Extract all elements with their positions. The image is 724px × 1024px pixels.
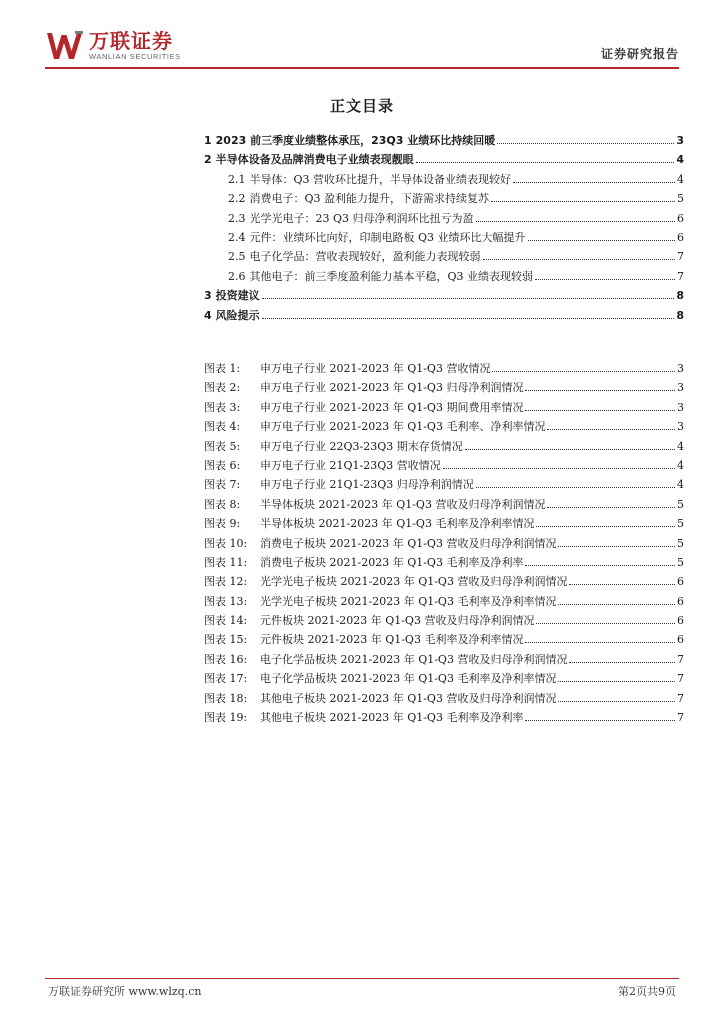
toc-entry-label: 半导体：Q3 营收环比提升，半导体设备业绩表现较好 [249, 172, 512, 186]
company-logo [45, 28, 181, 64]
toc-entry-number: 2.1 [228, 172, 246, 186]
toc-entry-number: 2.3 [228, 211, 246, 225]
toc-leader-dots [262, 298, 675, 299]
toc-leader-dots [513, 182, 675, 183]
toc-entry[interactable] [204, 171, 684, 190]
toc-entry[interactable] [204, 287, 684, 306]
figure-leader-dots [525, 720, 675, 721]
figure-entry-number: 图表 16: [204, 652, 248, 666]
toc-entry-label: 电子化学品：营收表现较好，盈利能力表现较弱 [249, 250, 481, 264]
figure-entry-page: 6 [677, 614, 684, 628]
figure-entry-page: 6 [677, 575, 684, 589]
figure-entry-page: 6 [677, 594, 684, 608]
table-of-contents [204, 132, 684, 326]
figure-entry-number: 图表 14: [204, 614, 248, 628]
logo-chinese-name: 万联证券 [89, 29, 173, 53]
toc-entry[interactable] [204, 151, 684, 170]
figure-entry-page: 3 [677, 420, 684, 434]
toc-entry-number: 3 [204, 289, 212, 303]
figure-entry-page: 5 [677, 536, 684, 550]
figure-entry-page: 5 [677, 555, 684, 569]
figure-entry[interactable] [204, 438, 684, 457]
figure-entry-label: 光学光电子板块 2021-2023 年 Q1-Q3 营收及归母净利润情况 [260, 575, 568, 589]
wanlian-logo-icon [45, 29, 85, 63]
toc-entry-page: 3 [676, 134, 684, 147]
figure-entry[interactable] [204, 631, 684, 650]
figure-entry-label: 元件板块 2021-2023 年 Q1-Q3 毛利率及净利率情况 [260, 633, 524, 647]
figure-entry[interactable] [204, 360, 684, 379]
toc-leader-dots [497, 143, 674, 144]
figure-leader-dots [569, 662, 675, 663]
figure-entry-label: 光学光电子板块 2021-2023 年 Q1-Q3 毛利率及净利率情况 [260, 594, 557, 608]
report-type-label: 证券研究报告 [600, 47, 679, 61]
figure-entry-label: 半导体板块 2021-2023 年 Q1-Q3 毛利率及净利率情况 [260, 517, 535, 531]
page-header [45, 28, 679, 64]
figure-entry-label: 申万电子行业 21Q1-23Q3 归母净利润情况 [260, 478, 474, 492]
figure-entry-number: 图表 10: [204, 536, 248, 550]
toc-entry-page: 5 [677, 192, 684, 206]
toc-entry-page: 8 [676, 308, 684, 322]
figure-entry-number: 图表 8: [204, 497, 241, 511]
figure-leader-dots [465, 449, 675, 450]
toc-entry-label: 半导体设备及品牌消费电子业绩表现靓眼 [215, 153, 414, 167]
figure-entry[interactable] [204, 709, 684, 728]
figure-entry-page: 5 [677, 497, 684, 511]
figure-entry-label: 元件板块 2021-2023 年 Q1-Q3 营收及归母净利润情况 [260, 614, 535, 628]
figure-entry[interactable] [204, 457, 684, 476]
figure-leader-dots [525, 565, 675, 566]
figure-entry[interactable] [204, 496, 684, 515]
toc-entry-page: 8 [676, 289, 684, 303]
figure-entry-label: 申万电子行业 21Q1-23Q3 营收情况 [260, 458, 441, 472]
figure-leader-dots [443, 468, 675, 469]
figure-entry[interactable] [204, 670, 684, 689]
toc-entry-page: 7 [677, 250, 684, 264]
toc-entry[interactable] [204, 268, 684, 287]
figure-entry-label: 申万电子行业 2021-2023 年 Q1-Q3 期间费用率情况 [260, 400, 524, 414]
toc-entry-number: 2.2 [228, 192, 246, 206]
figure-entry-number: 图表 1: [204, 362, 241, 375]
toc-entry-label: 风险提示 [215, 308, 260, 322]
toc-entry[interactable] [204, 190, 684, 209]
figure-entry[interactable] [204, 535, 684, 554]
figure-entry-page: 7 [677, 652, 684, 666]
toc-entry-number: 2.5 [228, 250, 246, 264]
figure-entry-page: 7 [677, 691, 684, 705]
toc-entry[interactable] [204, 229, 684, 248]
toc-entry-page: 4 [676, 153, 684, 167]
figure-entry-number: 图表 11: [204, 555, 248, 569]
toc-leader-dots [262, 318, 675, 319]
figure-entry[interactable] [204, 476, 684, 495]
figure-entry-page: 4 [677, 458, 684, 472]
figure-entry-label: 电子化学品板块 2021-2023 年 Q1-Q3 毛利率及净利率情况 [260, 672, 557, 686]
footer-divider [45, 978, 679, 979]
header-divider [45, 67, 679, 69]
toc-entry-label: 光学光电子：23 Q3 归母净利润环比扭亏为盈 [249, 211, 474, 225]
toc-leader-dots [528, 240, 675, 241]
figure-entry-page: 7 [677, 672, 684, 686]
figure-entry-number: 图表 9: [204, 517, 241, 531]
figure-leader-dots [525, 390, 675, 391]
logo-english-name: WANLIAN SECURITIES [89, 52, 181, 61]
toc-entry-number: 4 [204, 308, 212, 322]
figure-entry-page: 3 [677, 381, 684, 395]
toc-entry[interactable] [204, 307, 684, 326]
figure-entry[interactable] [204, 690, 684, 709]
figure-leader-dots [558, 681, 675, 682]
figure-leader-dots [558, 604, 675, 605]
figure-entry-number: 图表 18: [204, 691, 248, 705]
figure-entry-number: 图表 3: [204, 400, 241, 414]
figure-leader-dots [536, 526, 675, 527]
figure-entry-page: 4 [677, 478, 684, 492]
figure-entry-number: 图表 4: [204, 420, 241, 434]
toc-leader-dots [535, 279, 675, 280]
figure-entry[interactable] [204, 399, 684, 418]
toc-entry[interactable] [204, 248, 684, 267]
figure-leader-dots [492, 371, 675, 372]
figure-entry-page: 5 [677, 517, 684, 531]
figure-entry[interactable] [204, 554, 684, 573]
figure-entry-number: 图表 17: [204, 672, 248, 686]
figure-entry-page: 3 [677, 400, 684, 414]
toc-entry-page: 6 [677, 211, 684, 225]
toc-leader-dots [491, 201, 675, 202]
toc-entry[interactable] [204, 210, 684, 229]
figure-entry-number: 图表 19: [204, 711, 248, 725]
figure-leader-dots [476, 487, 675, 488]
figure-leader-dots [558, 701, 675, 702]
figure-entry[interactable] [204, 418, 684, 437]
figure-entry-label: 申万电子行业 2021-2023 年 Q1-Q3 营收情况 [260, 362, 491, 375]
figure-entry-page: 7 [677, 711, 684, 725]
figure-leader-dots [547, 507, 675, 508]
figure-entry-label: 申万电子行业 2021-2023 年 Q1-Q3 归母净利润情况 [260, 381, 524, 395]
figure-entry-number: 图表 2: [204, 381, 241, 395]
toc-title: 正文目录 [329, 97, 394, 115]
figure-entry-page: 4 [677, 439, 684, 453]
toc-leader-dots [416, 162, 675, 163]
figure-entry-label: 申万电子行业 22Q3-23Q3 期末存货情况 [260, 439, 463, 453]
figure-entry[interactable] [204, 515, 684, 534]
toc-leader-dots [483, 259, 676, 260]
figure-entry-page: 3 [677, 362, 684, 375]
figure-entry[interactable] [204, 573, 684, 592]
figure-entry-label: 消费电子板块 2021-2023 年 Q1-Q3 毛利率及净利率 [260, 555, 524, 569]
figure-entry[interactable] [204, 612, 684, 631]
toc-entry[interactable] [204, 132, 684, 151]
toc-entry-label: 2023 前三季度业绩整体承压，23Q3 业绩环比持续回暖 [215, 134, 496, 147]
figure-entry-number: 图表 5: [204, 439, 241, 453]
toc-entry-number: 2.6 [228, 269, 246, 283]
figure-leader-dots [558, 546, 675, 547]
figure-entry-label: 消费电子板块 2021-2023 年 Q1-Q3 营收及归母净利润情况 [260, 536, 557, 550]
figure-entry-number: 图表 7: [204, 478, 241, 492]
figure-leader-dots [525, 642, 675, 643]
toc-entry-page: 7 [677, 269, 684, 283]
toc-entry-page: 4 [677, 172, 684, 186]
figure-entry-label: 其他电子板块 2021-2023 年 Q1-Q3 毛利率及净利率 [260, 711, 524, 725]
toc-entry-label: 投资建议 [215, 289, 260, 303]
figure-entry-label: 半导体板块 2021-2023 年 Q1-Q3 营收及归母净利润情况 [260, 497, 546, 511]
figure-entry-number: 图表 15: [204, 633, 248, 647]
toc-entry-page: 6 [677, 230, 684, 244]
toc-entry-label: 元件：业绩环比向好，印制电路板 Q3 业绩环比大幅提升 [249, 230, 526, 244]
figure-entry-label: 申万电子行业 2021-2023 年 Q1-Q3 毛利率、净利率情况 [260, 420, 546, 434]
footer-source: 万联证券研究所 www.wlzq.cn [48, 985, 202, 998]
footer-page-number: 第2页共9页 [618, 985, 676, 998]
toc-entry-label: 其他电子：前三季度盈利能力基本平稳，Q3 业绩表现较弱 [249, 269, 534, 283]
figure-entry-label: 电子化学品板块 2021-2023 年 Q1-Q3 营收及归母净利润情况 [260, 652, 568, 666]
toc-entry-number: 2.4 [228, 230, 246, 244]
figure-entry-number: 图表 12: [204, 575, 248, 589]
figure-leader-dots [569, 584, 675, 585]
figure-list [204, 360, 684, 728]
toc-leader-dots [476, 221, 675, 222]
figure-entry-label: 其他电子板块 2021-2023 年 Q1-Q3 营收及归母净利润情况 [260, 691, 557, 705]
figure-entry[interactable] [204, 593, 684, 612]
figure-entry[interactable] [204, 651, 684, 670]
figure-entry-number: 图表 13: [204, 594, 248, 608]
figure-entry-number: 图表 6: [204, 458, 241, 472]
figure-leader-dots [525, 410, 675, 411]
figure-entry[interactable] [204, 379, 684, 398]
toc-entry-label: 消费电子：Q3 盈利能力提升，下游需求持续复苏 [249, 192, 490, 206]
toc-entry-number: 2 [204, 153, 212, 167]
figure-entry-page: 6 [677, 633, 684, 647]
toc-entry-number: 1 [204, 134, 212, 147]
figure-leader-dots [547, 429, 675, 430]
figure-leader-dots [536, 623, 675, 624]
